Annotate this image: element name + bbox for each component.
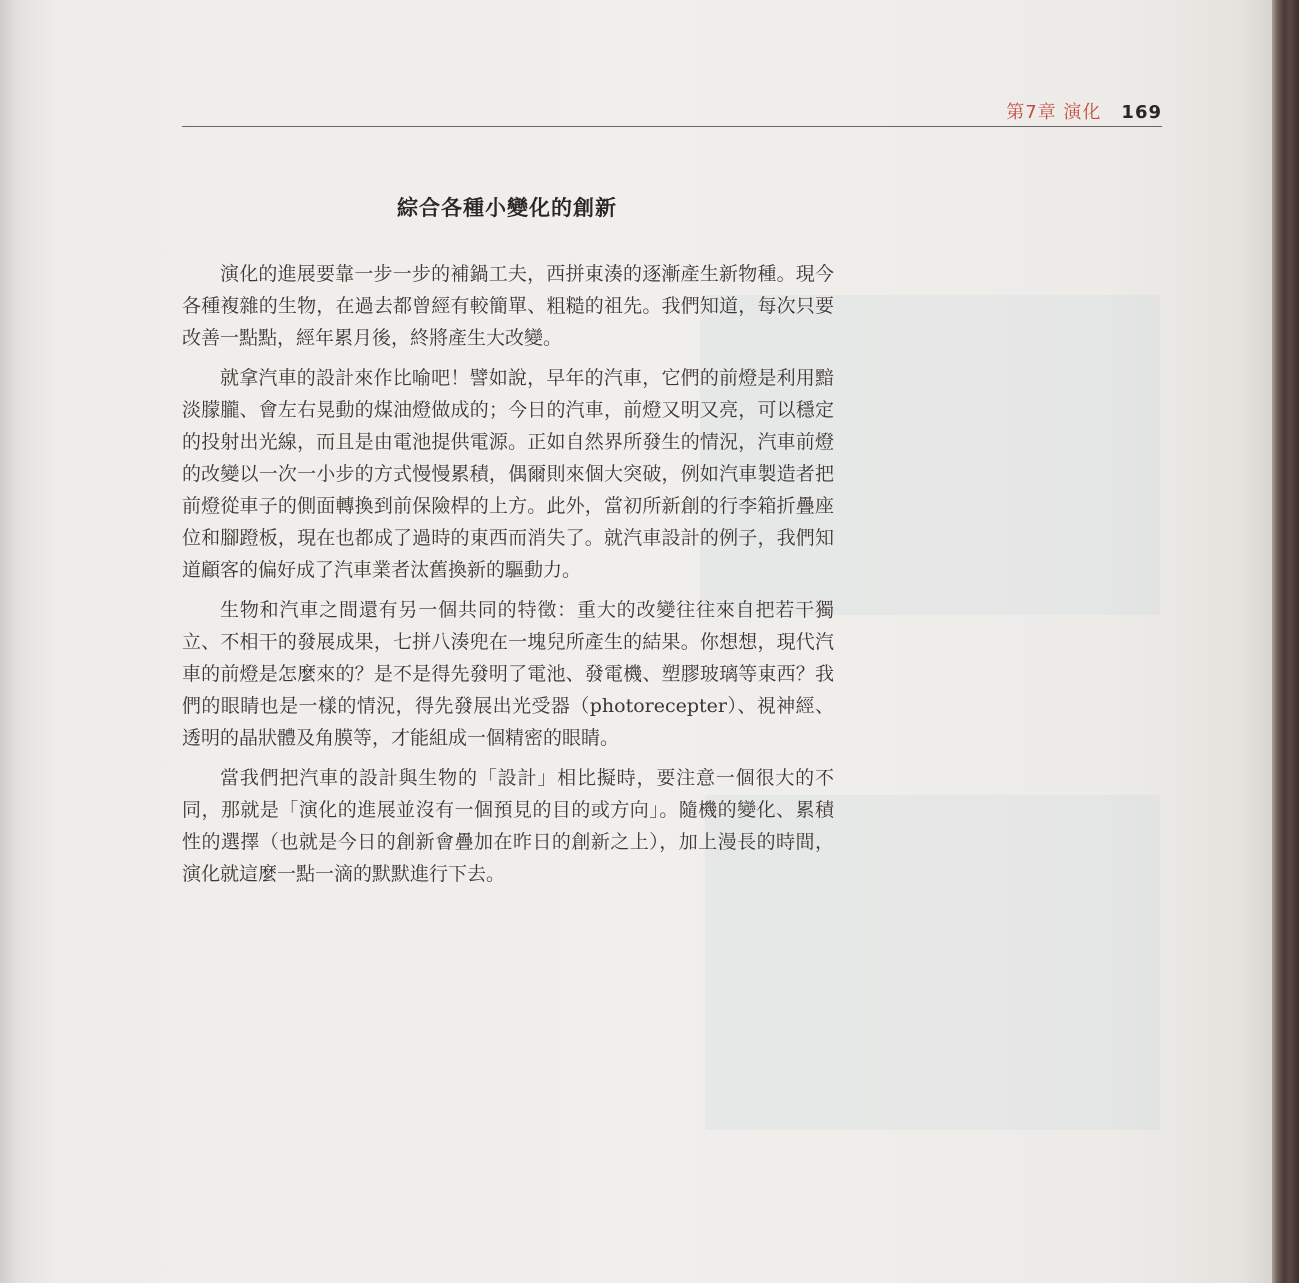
page-number: 169 [1121, 102, 1162, 123]
paragraph-3: 生物和汽車之間還有另一個共同的特徵：重大的改變往往來自把若干獨立、不相干的發展成果，七拼八湊兜在一塊兒所產生的結果。你想想，現代汽車的前燈是怎麼來的？是不是得先發明了電池、發電機、塑膠玻璃等東西？我們的眼睛也是一樣的情況，得先發展出光受器（photorecepter）、視神經、透明的晶狀體及角膜等，才能組成一個精密的眼睛。 [182, 599, 834, 749]
paragraph-4: 當我們把汽車的設計與生物的「設計」相比擬時，要注意一個很大的不同，那就是「演化的進展並沒有一個預見的目的或方向」。隨機的變化、累積性的選擇（也就是今日的創新會疊加在昨日的創新之上），加上漫長的時間，演化就這麼一點一滴的默默進行下去。 [182, 767, 834, 885]
running-header [1006, 98, 1162, 124]
header-rule [182, 126, 1162, 127]
book-spine-edge [1272, 0, 1299, 1283]
section-title: 綜合各種小變化的創新 [397, 196, 617, 220]
paragraph-2: 就拿汽車的設計來作比喻吧！譬如說，早年的汽車，它們的前燈是利用黯淡朦朧、會左右晃動的煤油燈做成的；今日的汽車，前燈又明又亮，可以穩定的投射出光線，而且是由電池提供電源。正如自然界所發生的情況，汽車前燈的改變以一次一小步的方式慢慢累積，偶爾則來個大突破，例如汽車製造者把前燈從車子的側面轉換到前保險桿的上方。此外，當初所新創的行李箱折疊座位和腳蹬板，現在也都成了過時的東西而消失了。就汽車設計的例子，我們知道顧客的偏好成了汽車業者汰舊換新的驅動力。 [182, 367, 834, 581]
body-text [182, 258, 834, 898]
chapter-label: 第7章 演化 [1006, 102, 1102, 123]
paragraph-1: 演化的進展要靠一步一步的補鍋工夫，西拼東湊的逐漸產生新物種。現今各種複雜的生物，在過去都曾經有較簡單、粗糙的祖先。我們知道，每次只要改善一點點，經年累月後，終將產生大改變。 [182, 263, 834, 349]
